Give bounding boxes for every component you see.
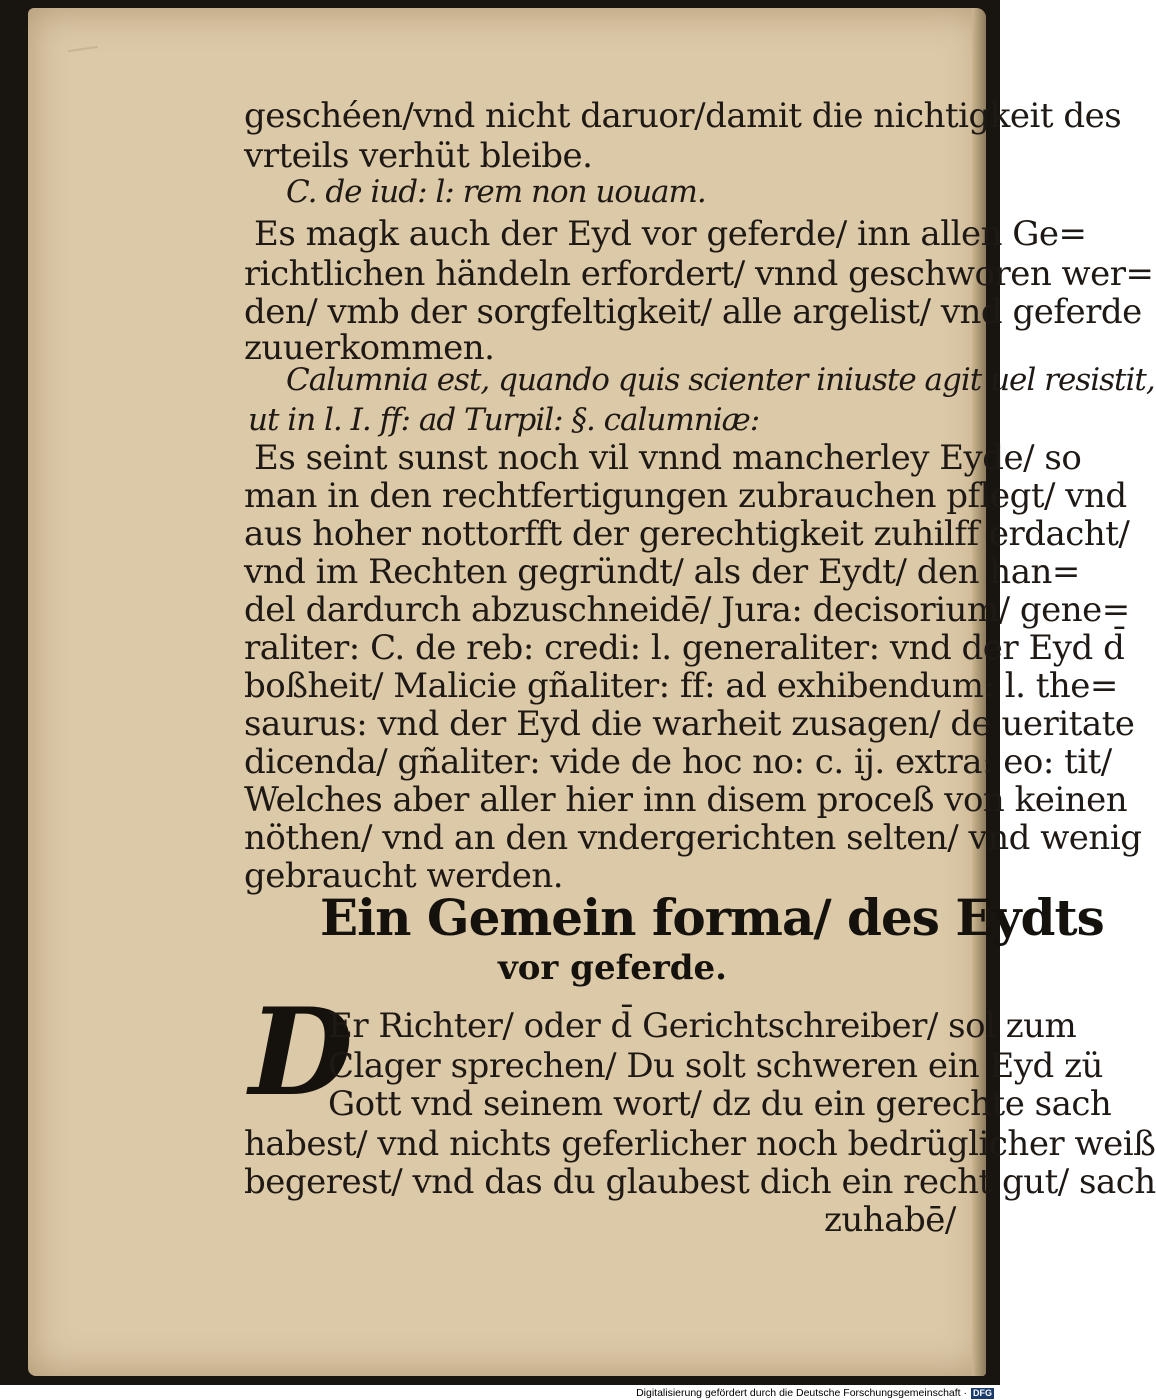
oath-line: Clager sprechen/ Du solt schweren ein Eyd zü	[328, 1046, 1103, 1086]
book-page	[28, 8, 1156, 1376]
footer-credit-text: Digitalisierung gefördert durch die Deutsche Forschungsgemeinschaft ·	[636, 1387, 967, 1399]
footer-credit	[636, 1386, 994, 1400]
text-line: den/ vmb der sorgfeltigkeit/ alle argelist/ vnd geferde	[244, 292, 1142, 332]
text-line: man in den rechtfertigungen zubrauchen pflegt/ vnd	[244, 476, 1127, 516]
text-line: del dardurch abzuschneidē/ Jura: decisorium/ gene=	[244, 590, 1130, 630]
oath-text	[28, 8, 1156, 1376]
text-line: richtlichen händeln erfordert/ vnnd geschworen wer=	[244, 254, 1154, 294]
text-line: vrteils verhüt bleibe.	[244, 136, 593, 176]
text-line: geschéen/vnd nicht daruor/damit die nichtigkeit des	[244, 96, 1122, 136]
text-line: gebraucht werden.	[244, 856, 564, 896]
oath-line: begerest/ vnd das du glaubest dich ein recht gut/ sach	[244, 1162, 1156, 1202]
text-line: saurus: vnd der Eyd die warheit zusagen/ de ueritate	[244, 704, 1135, 744]
text-line: nöthen/ vnd an den vndergerichten selten/ vnd wenig	[244, 818, 1142, 858]
latin-citation: ut in l. I. ff: ad Turpil: §. calumniæ:	[248, 402, 760, 438]
oath-line: Er Richter/ oder d̄ Gerichtschreiber/ sol zum	[328, 1006, 1077, 1046]
text-line: Es seint sunst noch vil vnnd mancherley Eyde/ so	[254, 438, 1082, 478]
oath-line: zuhabē/	[824, 1200, 956, 1240]
text-line: vnd im Rechten gegründt/ als der Eydt/ den han=	[244, 552, 1080, 592]
section-subheading: vor geferde.	[498, 948, 728, 988]
oath-line: habest/ vnd nichts geferlicher noch bedrüglicher weiß	[244, 1124, 1156, 1164]
text-line: Es magk auch der Eyd vor geferde/ inn allen Ge=	[254, 214, 1087, 254]
text-line: raliter: C. de reb: credi: l. generaliter: vnd der Eyd d̄	[244, 628, 1125, 668]
latin-citation: Calumnia est, quando quis scienter iniuste agit uel resistit,	[286, 362, 1155, 398]
text-line: boßheit/ Malicie gñaliter: ff: ad exhibendum: l. the=	[244, 666, 1118, 706]
latin-citation: C. de iud: l: rem non uouam.	[286, 174, 706, 210]
dfg-logo: DFG	[973, 1387, 992, 1398]
text-line: aus hoher nottorfft der gerechtigkeit zuhilff erdacht/	[244, 514, 1130, 554]
text-line: dicenda/ gñaliter: vide de hoc no: c. ij. extra: eo: tit/	[244, 742, 1112, 782]
text-line: Welches aber aller hier inn disem proceß von keinen	[244, 780, 1128, 820]
oath-line: Gott vnd seinem wort/ dz du ein gerechte sach	[328, 1084, 1112, 1124]
text-line: zuuerkommen.	[244, 328, 495, 368]
decorated-initial: D	[248, 982, 354, 1123]
section-heading: Ein Gemein forma/ des Eydts	[320, 888, 1104, 947]
